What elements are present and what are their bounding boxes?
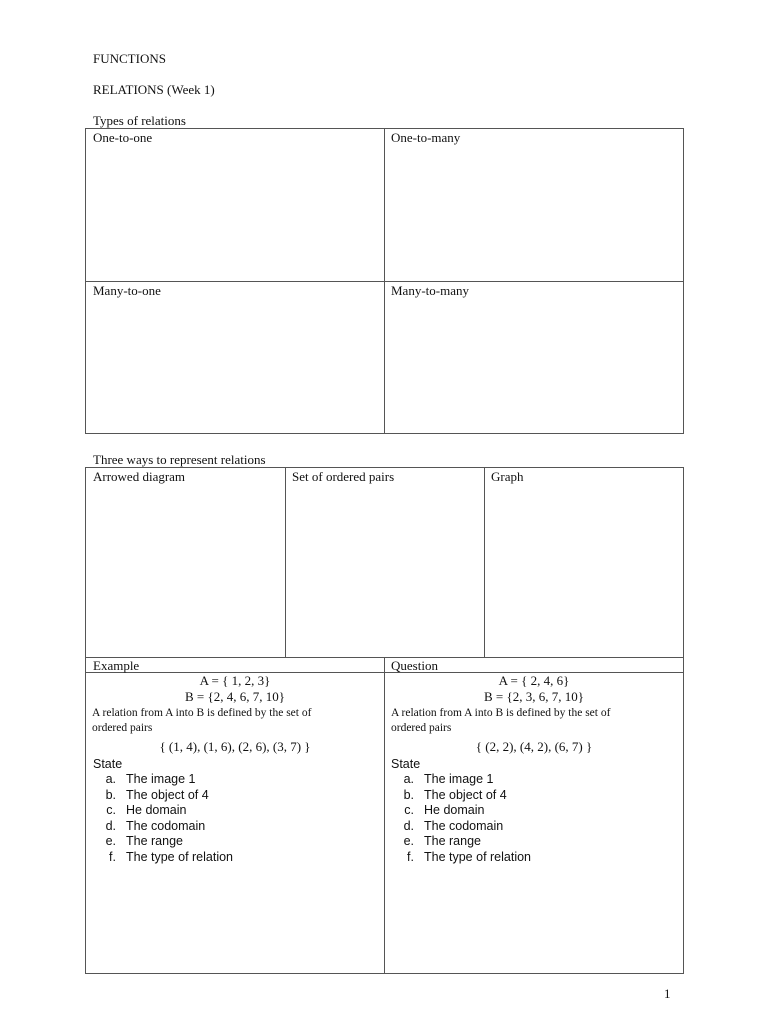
- list-item: d. The codomain: [105, 818, 206, 833]
- page-subtitle: RELATIONS (Week 1): [93, 82, 215, 97]
- list-item: f. The type of relation: [407, 849, 532, 864]
- cell-many-to-many: Many-to-many: [391, 283, 469, 298]
- question-set-b: B = {2, 3, 6, 7, 10}: [484, 689, 584, 704]
- list-item: c. He domain: [106, 803, 187, 817]
- question-relation-text: A relation from A into B is defined by the set of: [391, 707, 611, 719]
- example-set-a: A = { 1, 2, 3}: [199, 673, 271, 688]
- question-relation-text-2: ordered pairs: [391, 722, 452, 734]
- cell-graph: Graph: [491, 469, 524, 484]
- page-title: FUNCTIONS: [93, 51, 166, 66]
- example-header: Example: [93, 658, 140, 673]
- question-header: Question: [391, 658, 438, 673]
- ways-heading: Three ways to represent relations: [93, 452, 266, 467]
- example-relation-text: A relation from A into B is defined by the set of: [92, 707, 312, 719]
- list-item: f. The type of relation: [109, 849, 234, 864]
- question-question-list: [390, 772, 531, 865]
- page-number: 1: [664, 986, 671, 1001]
- types-heading: Types of relations: [93, 113, 186, 128]
- list-item: e. The range: [403, 834, 481, 848]
- list-item: a. The image 1: [403, 772, 494, 786]
- list-item: c. He domain: [404, 803, 485, 817]
- cell-ordered-pairs: Set of ordered pairs: [292, 469, 395, 484]
- list-item: b. The object of 4: [105, 787, 209, 802]
- cell-one-to-one: One-to-one: [93, 130, 153, 145]
- example-question-list: [92, 772, 233, 865]
- cell-many-to-one: Many-to-one: [93, 283, 161, 298]
- question-ordered-pairs: { (2, 2), (4, 2), (6, 7) }: [475, 739, 593, 754]
- example-relation-text-2: ordered pairs: [92, 722, 153, 734]
- cell-arrowed-diagram: Arrowed diagram: [93, 469, 186, 484]
- question-state-label: State: [391, 757, 421, 771]
- cell-one-to-many: One-to-many: [391, 130, 461, 145]
- list-item: e. The range: [105, 834, 183, 848]
- example-ordered-pairs: { (1, 4), (1, 6), (2, 6), (3, 7) }: [159, 739, 311, 754]
- example-state-label: State: [93, 757, 123, 771]
- list-item: a. The image 1: [105, 772, 196, 786]
- question-set-a: A = { 2, 4, 6}: [498, 673, 570, 688]
- example-set-b: B = {2, 4, 6, 7, 10}: [185, 689, 285, 704]
- list-item: d. The codomain: [403, 818, 504, 833]
- list-item: b. The object of 4: [403, 787, 507, 802]
